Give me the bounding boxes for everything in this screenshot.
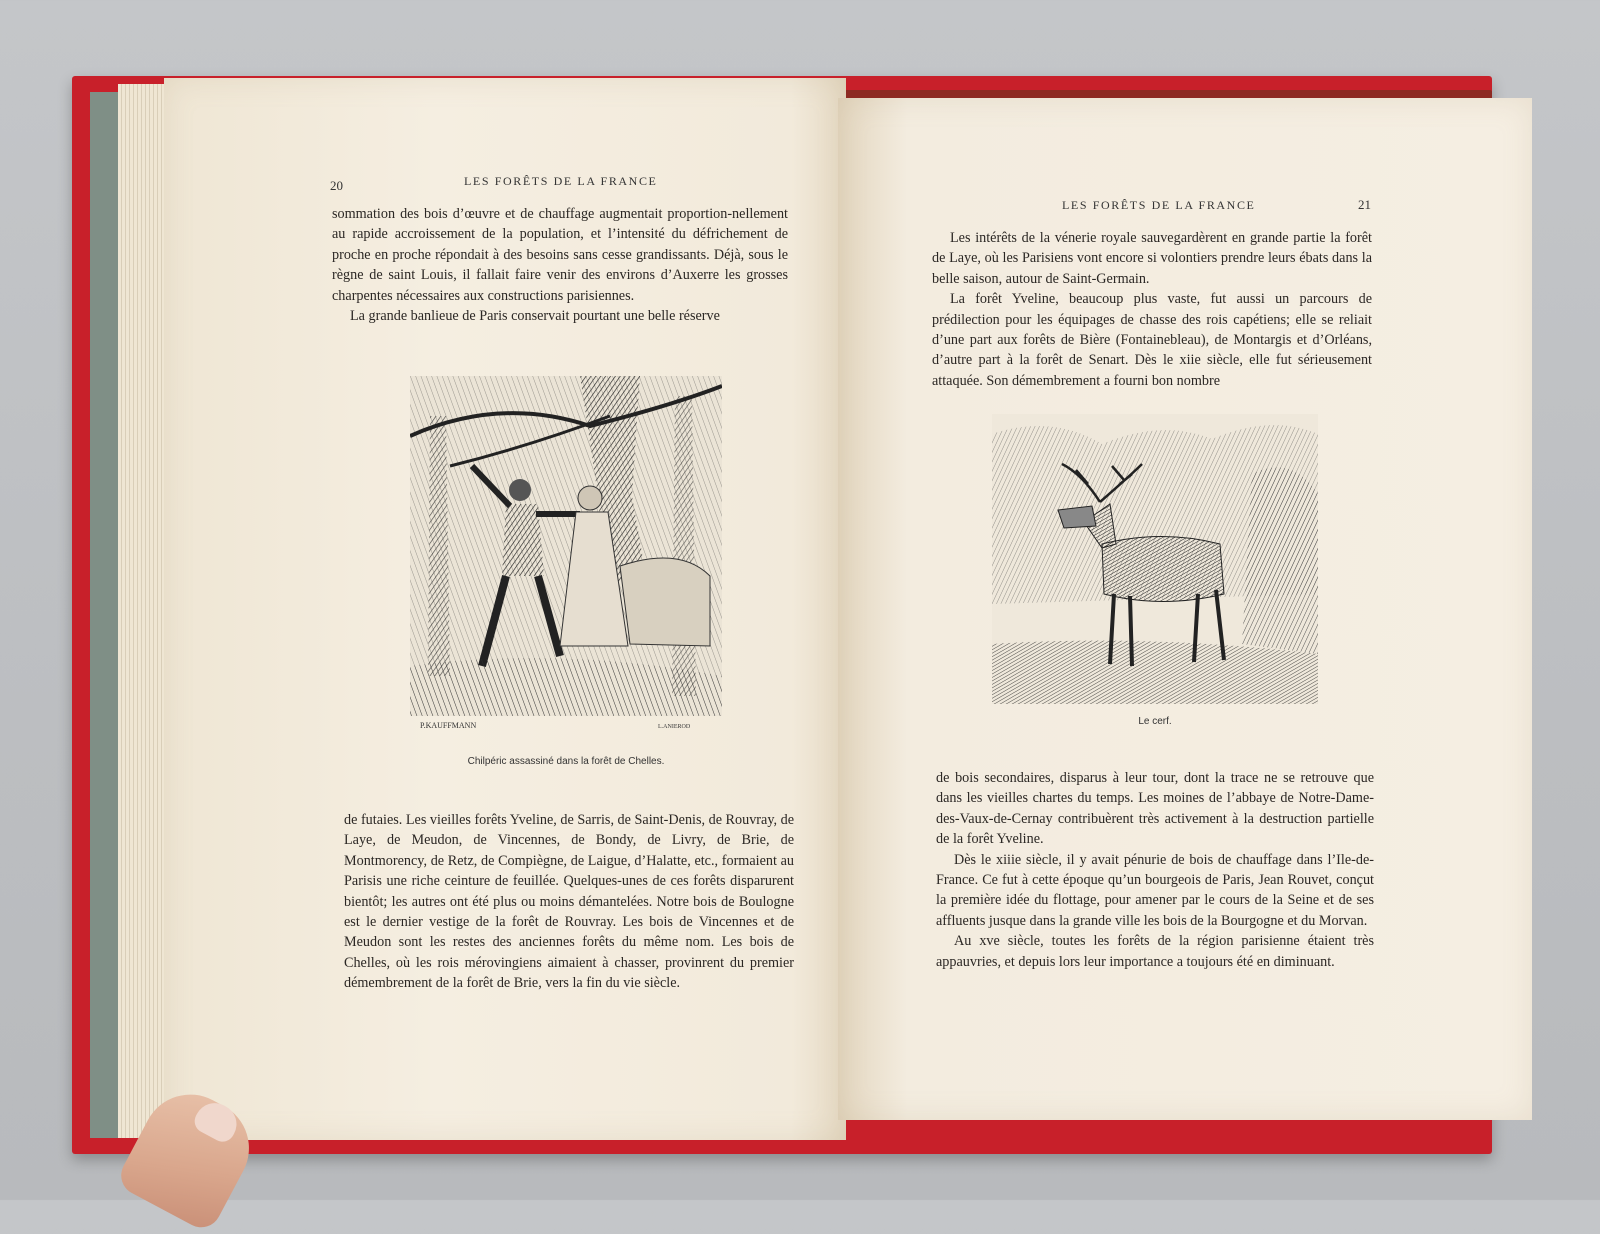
left-paragraph-2: La grande banlieue de Paris conservait pourtant une belle réserve (350, 308, 720, 325)
right-paragraph-3: de bois secondaires, disparus à leur tour, dont la trace ne se retrouve que dans les vieilles chartes du temps. Les moines de l’abbaye de Notre-Dame-des-Vaux-de-Cernay contribuèrent très activement à la destruction partielle de la forêt Yveline. (936, 770, 1374, 848)
right-paragraph-1: Les intérêts de la vénerie royale sauvegardèrent en grande partie la forêt de Laye, où les Parisiens vont encore si volontiers prendre leurs ébats dans la belle saison, autour de Saint-Germain. (932, 230, 1372, 287)
left-paragraph-1: sommation des bois d’œuvre et de chauffage augmentait proportion-nellement au rapide accroissement de la population, et l’intensité du défrichement de proche en proche répondait à des besoins sans cesse grandissants. Déjà, sous le règne de saint Louis, il fallait faire venir des environs d’Auxerre les grosses charpentes nécessaires aux constructions parisiennes. (332, 206, 788, 304)
stag-engraving (992, 414, 1318, 704)
illustration-signature-right: L.ANIEROD (658, 724, 691, 730)
page-edges (118, 84, 166, 1138)
left-illustration-caption: Chilpéric assassiné dans la forêt de Chelles. (467, 756, 665, 767)
right-paragraph-4: Dès le xiiie siècle, il y avait pénurie de bois de chauffage dans l’Ile-de-France. Ce fut à cette époque qu’un bourgeois de Paris, Jean Rouvet, conçut la première idée du flottage, pour amener par le cours de la Seine et de ses affluents jusque dans la grande ville les bois de la Bourgogne et du Morvan. (936, 851, 1374, 929)
right-paragraph-5: Au xve siècle, toutes les forêts de la région parisienne étaient très appauvries, et depuis lors leur importance a toujours été en diminuant. (936, 933, 1374, 970)
right-text-top (932, 228, 1372, 391)
left-paragraph-3: de futaies. Les vieilles forêts Yveline, de Sarris, de Saint-Denis, de Rouvray, de Laye, de Meudon, de Vincennes, de Bondy, de Livry, de Brie, de Montmorency, de Retz, de Compiègne, de Laigue, d’Halatte, etc., formaient au Parisis une riche ceinture de feuillée. Quelques-unes de ces forêts disparurent bientôt; les autres ont été plus ou moins démantelées. Notre bois de Boulogne est le dernier vestige de la forêt de Rouvray. Les bois de Vincennes et de Meudon sont les restes des anciennes forêts du même nom. Les bois de Chelles, où les rois mérovingiens aimaient à chasser, provinrent du premier démembrement de la forêt de Brie, vers la fin du vie siècle. (344, 812, 794, 992)
right-page-number: 21 (1358, 197, 1371, 212)
left-page-number: 20 (330, 178, 343, 193)
left-text-top (332, 204, 788, 326)
illustration-signature-left: P.KAUFFMANN (420, 721, 477, 730)
right-paragraph-2: La forêt Yveline, beaucoup plus vaste, fut aussi un parcours de prédilection pour les équipages de chasse des rois capétiens; elle se reliait d’une part aux forêts de Bière (Fontainebleau), de Montargis et d’Orléans, d’autre part à la forêt de Senart. Dès le xiie siècle, elle fut sérieusement attaquée. Son démembrement a fourni bon nombre (932, 291, 1372, 389)
chilperic-engraving (410, 376, 722, 742)
left-running-head: LES FORÊTS DE LA FRANCE (464, 174, 658, 188)
right-illustration-caption: Le cerf. (1138, 716, 1172, 727)
right-text-bottom (936, 768, 1374, 972)
right-running-head: LES FORÊTS DE LA FRANCE (1062, 198, 1256, 212)
left-text-bottom (344, 810, 794, 994)
